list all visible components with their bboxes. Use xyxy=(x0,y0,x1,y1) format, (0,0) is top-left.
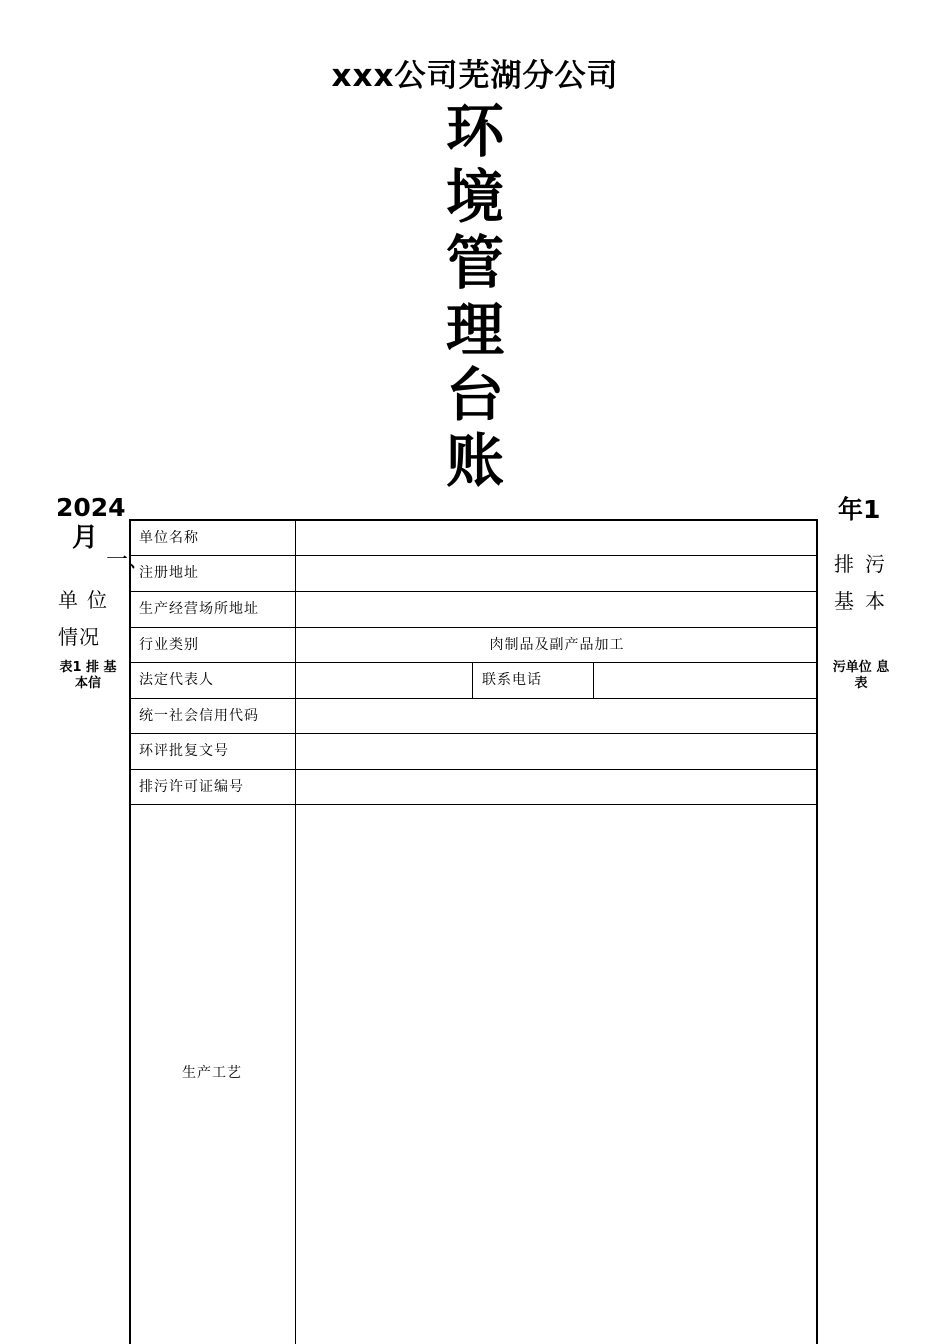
title-char-5: 台 xyxy=(445,361,504,429)
title-char-4: 理 xyxy=(445,296,504,364)
section-title-right-1: 排污 xyxy=(834,552,896,576)
company-name: xxx公司芜湖分公司 xyxy=(331,58,619,94)
table-rule xyxy=(129,769,818,770)
label-credit-code: 统一社会信用代码 xyxy=(139,708,259,724)
title-char-3: 管 xyxy=(445,229,504,297)
title-char-1: 环 xyxy=(445,97,504,165)
section-title-left-2: 情况 xyxy=(58,625,100,649)
label-unit-name: 单位名称 xyxy=(139,530,199,546)
label-contact-phone: 联系电话 xyxy=(482,672,542,688)
label-eia-approval-number: 环评批复文号 xyxy=(139,743,229,759)
label-permit-number: 排污许可证编号 xyxy=(139,779,244,795)
table-rule xyxy=(129,804,818,805)
label-legal-representative: 法定代表人 xyxy=(139,672,214,688)
month-text: 月 xyxy=(72,523,99,553)
year-text: 2024 xyxy=(56,493,126,522)
table-rule xyxy=(129,555,818,556)
label-industry-category: 行业类别 xyxy=(139,637,199,653)
section-title-left-1: 单位 xyxy=(58,588,116,612)
table-caption-right: 污单位 息表 xyxy=(832,660,890,691)
table-rule xyxy=(129,627,818,628)
section-number: 一、 xyxy=(106,548,151,573)
table-rule xyxy=(129,591,818,592)
label-registered-address: 注册地址 xyxy=(139,565,199,581)
table-column-divider xyxy=(472,662,473,698)
table-caption-left: 表1 排 基本信 xyxy=(59,660,117,691)
year-suffix-text: 年1 xyxy=(838,495,881,524)
table-rule xyxy=(129,733,818,734)
table-rule xyxy=(129,698,818,699)
section-title-right-2: 基本 xyxy=(834,589,896,613)
label-production-process: 生产工艺 xyxy=(182,1065,242,1081)
title-char-2: 境 xyxy=(445,163,504,231)
table-column-divider xyxy=(593,662,594,698)
title-char-6: 账 xyxy=(445,427,504,495)
label-operating-address: 生产经营场所地址 xyxy=(139,601,259,617)
value-industry-category: 肉制品及副产品加工 xyxy=(489,637,625,653)
table-rule xyxy=(129,662,818,663)
